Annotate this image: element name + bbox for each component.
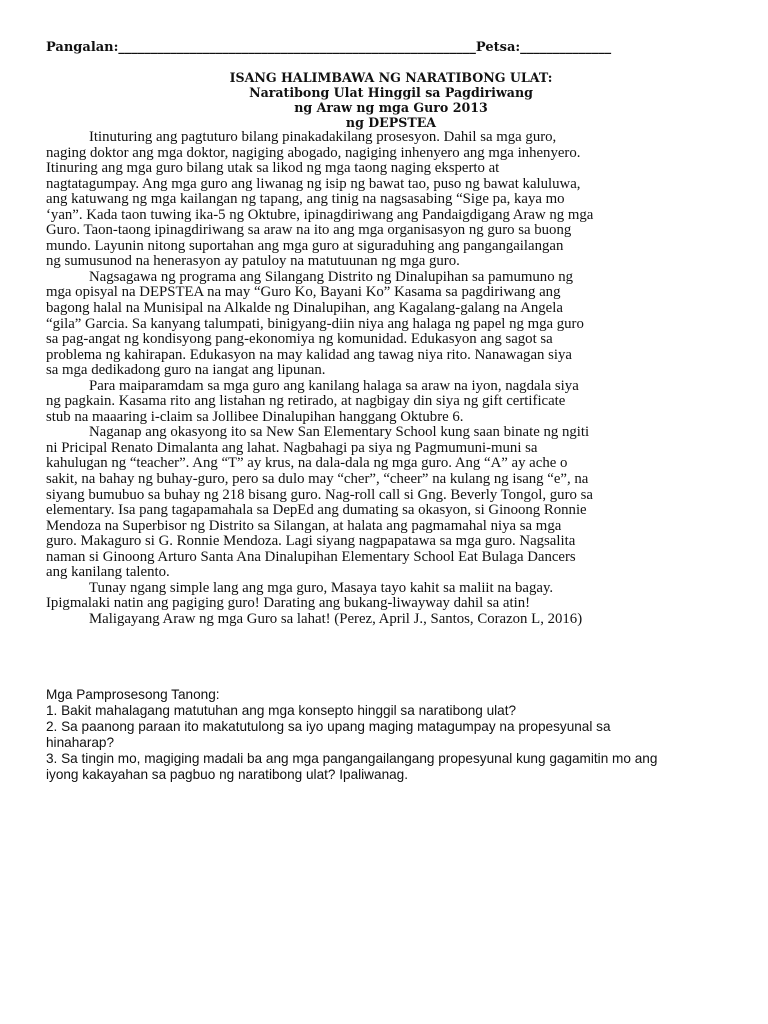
paragraph (46, 612, 736, 628)
paragraph (46, 379, 736, 426)
paragraph-line: naging doktor ang mga doktor, nagiging abogado, nagiging inhenyero ang mga inhenyero. (46, 144, 581, 161)
paragraph-line: Mendoza na Superbisor ng Distrito sa Silangan, at halata ang pagmamahal niya sa mga (46, 517, 562, 534)
paragraph-line: Tunay ngang simple lang ang mga guro, Masaya tayo kahit sa maliit na bagay. (89, 579, 554, 596)
paragraph-line: Itinuturing ang pagtuturo bilang pinakadakilang prosesyon. Dahil sa mga guro, (89, 129, 557, 145)
paragraph-line: nagtatagumpay. Ang mga guro ang liwanag ng isip ng bawat tao, puso ng bawat kaluluwa, (46, 175, 581, 192)
paragraph-line: Guro. Taon-taong ipinagdiriwang sa araw na ito ang mga organisasyon ng guro sa buong (46, 222, 572, 239)
report-title (46, 70, 736, 130)
paragraph-line: “gila” Garcia. Sa kanyang talumpati, binigyang-diin niya ang halaga ng papel ng mga guro (46, 315, 584, 332)
paragraph-line: sa pag-angat ng kondisyong pang-ekonomiya ng komunidad. Edukasyon ang sagot sa (46, 331, 553, 348)
question-line: hinaharap? (46, 735, 115, 750)
report-body (46, 130, 736, 628)
question-line: iyong kakayahan sa pagbuo ng naratibong ulat? Ipaliwanag. (46, 767, 409, 782)
paragraph (46, 130, 736, 270)
question-line: 1. Bakit mahalagang matutuhan ang mga konsepto hinggil sa naratibong ulat? (46, 703, 517, 718)
paragraph-line: ni Pricipal Renato Dimalanta ang lahat. Nagbahagi pa siya ng Pagmumuni-muni sa (46, 439, 538, 456)
paragraph-line: stub na maaaring i-claim sa Jollibee Dinalupihan hanggang Oktubre 6. (46, 408, 464, 425)
processing-questions (46, 687, 736, 783)
paragraph-line: naman si Ginoong Arturo Santa Ana Dinalupihan Elementary School Eat Bulaga Dancers (46, 548, 576, 565)
paragraph-line: sa mga dedikadong guro na iangat ang lipunan. (46, 362, 326, 379)
paragraph-line: Nagsagawa ng programa ang Silangang Distrito ng Dinalupihan sa pamumuno ng (89, 268, 574, 285)
paragraph-line: ang kanilang talento. (46, 564, 170, 581)
title-line-2: Naratibong Ulat Hinggil sa Pagdiriwang (249, 85, 533, 100)
paragraph-line: ng sumusunod na henerasyon ay patuloy na matutuunan ng mga guro. (46, 253, 460, 270)
title-line-1: ISANG HALIMBAWA NG NARATIBONG ULAT: (229, 70, 553, 85)
paragraph-line: problema ng kahirapan. Edukasyon na may kalidad ang tawag niya rito. Nanawagan siya (46, 346, 572, 363)
paragraph-line: Para maiparamdam sa mga guro ang kanilang halaga sa araw na iyon, nagdala siya (89, 377, 579, 394)
paragraph (46, 581, 736, 612)
paragraph-line: siyang bumubuo sa buhay ng 218 bisang guro. Nag-roll call si Gng. Beverly Tongol, guro sa (46, 486, 593, 503)
name-date-header: Pangalan:_______________________________________________________Petsa:______________ (46, 40, 612, 55)
paragraph-line: elementary. Isa pang tagapamahala sa DepEd ang dumating sa okasyon, si Ginoong Ronnie (46, 502, 587, 519)
paragraph-line: Ipigmalaki natin ang pagiging guro! Darating ang bukang-liwayway dahil sa atin! (46, 595, 531, 612)
paragraph-line: mga opisyal na DEPSTEA na may “Guro Ko, Bayani Ko” Kasama sa pagdiriwang ang (46, 284, 561, 301)
paragraph-line: bagong halal na Munisipal na Alkalde ng Dinalupihan, ang Kagalang-galang na Angela (46, 300, 563, 317)
question-line: 2. Sa paanong paraan ito makatutulong sa iyo upang maging matagumpay na propesyunal sa (46, 719, 611, 734)
paragraph-line: kahulugan ng “teacher”. Ang “T” ay krus, na dala-dala ng mga guro. Ang “A” ay ache o (46, 455, 568, 472)
paragraph-line: guro. Makaguro si G. Ronnie Mendoza. Lagi siyang nagpapatawa sa mga guro. Nagsalita (46, 533, 576, 550)
question-line: 3. Sa tingin mo, magiging madali ba ang mga pangangailangang propesyunal kung gagamitin mo ang (46, 751, 658, 766)
paragraph-line: ng pagkain. Kasama rito ang listahan ng retirado, at nagbigay din siya ng gift certificate (46, 393, 566, 410)
paragraph-line: ang katuwang ng mga kailangan ng tapang, ang tinig na nagsasabing “Sige pa, kaya mo (46, 191, 565, 208)
paragraph-line: sakit, na bahay ng buhay-guro, pero sa dulo may “cher”, “cheer” na kulang ng isang “e”, na (46, 471, 589, 488)
questions-heading: Mga Pamprosesong Tanong: (46, 687, 220, 702)
paragraph-line: mundo. Layunin nitong suportahan ang mga guro at siguraduhing ang pangangailangan (46, 237, 564, 254)
paragraph (46, 270, 736, 379)
question-list (46, 703, 736, 783)
title-line-3: ng Araw ng mga Guro 2013 (294, 100, 488, 115)
paragraph-line: ‘yan”. Kada taon tuwing ika-5 ng Oktubre, ipinagdiriwang ang Pandaigdigang Araw ng mga (46, 206, 594, 223)
title-line-4: ng DEPSTEA (345, 115, 437, 130)
paragraph (46, 425, 736, 580)
paragraph-line: Itinuring ang mga guro bilang utak sa likod ng mga taong naging eksperto at (46, 160, 500, 177)
paragraph-line: Naganap ang okasyong ito sa New San Elementary School kung saan binate ng ngiti (89, 424, 590, 441)
paragraph-line: Maligayang Araw ng mga Guro sa lahat! (Perez, April J., Santos, Corazon L, 2016) (89, 610, 583, 627)
